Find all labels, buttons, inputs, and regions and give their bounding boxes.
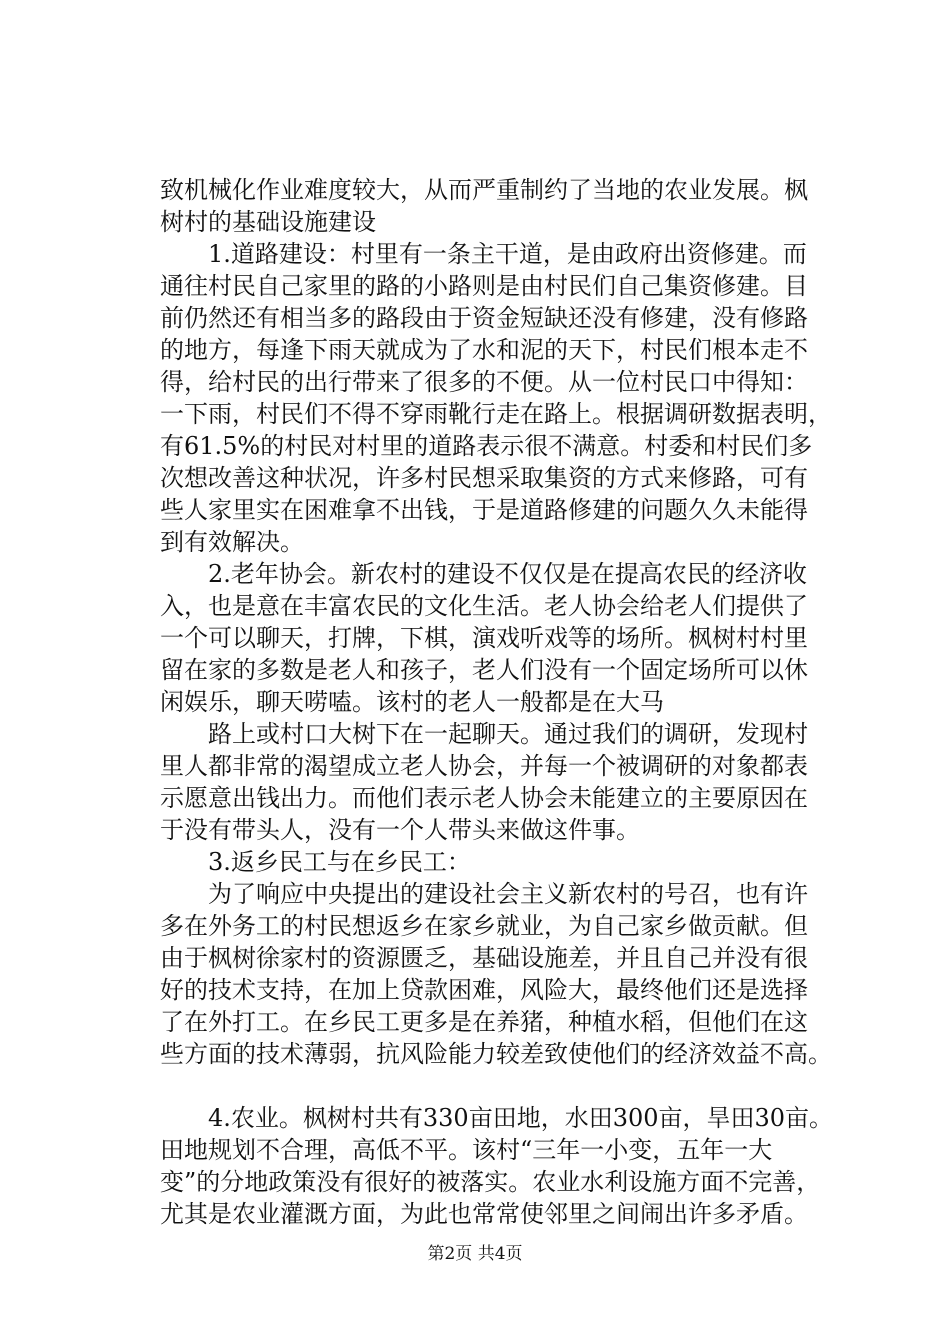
text-line: 些人家里实在困难拿不出钱，于是道路修建的问题久久未能得 [160, 496, 808, 524]
text-line: 到有效解决。 [160, 528, 304, 556]
text-line: 尤其是农业灌溉方面，为此也常常使邻里之间闹出许多矛盾。 [160, 1200, 808, 1228]
text-line: 为了响应中央提出的建设社会主义新农村的号召，也有许 [160, 880, 808, 908]
text-line: 闲娱乐，聊天唠嗑。该村的老人一般都是在大马 [160, 688, 664, 716]
text-line: 3.返乡民工与在乡民工： [160, 848, 471, 876]
text-line: 留在家的多数是老人和孩子，老人们没有一个固定场所可以休 [160, 656, 808, 684]
text-line: 示愿意出钱出力。而他们表示老人协会未能建立的主要原因在 [160, 784, 808, 812]
text-line: 的地方，每逢下雨天就成为了水和泥的天下，村民们根本走不 [160, 336, 808, 364]
text-line: 有61.5%的村民对村里的道路表示很不满意。村委和村民们多 [160, 432, 813, 460]
paragraph-gap [160, 1070, 850, 1102]
text-line: 入，也是意在丰富农民的文化生活。老人协会给老人们提供了 [160, 592, 808, 620]
text-line: 田地规划不合理，高低不平。该村“三年一小变，五年一大 [160, 1136, 773, 1164]
text-line: 次想改善这种状况，许多村民想采取集资的方式来修路，可有 [160, 464, 808, 492]
text-line: 多在外务工的村民想返乡在家乡就业，为自己家乡做贡献。但 [160, 912, 808, 940]
text-line: 一个可以聊天，打牌，下棋，演戏听戏等的场所。枫树村村里 [160, 624, 808, 652]
text-line: 通往村民自己家里的路的小路则是由村民们自己集资修建。目 [160, 272, 808, 300]
text-line: 变”的分地政策没有很好的被落实。农业水利设施方面不完善， [160, 1168, 821, 1196]
text-line: 2.老年协会。新农村的建设不仅仅是在提高农民的经济收 [160, 560, 807, 588]
text-line: 4.农业。枫树村共有330亩田地，水田300亩，旱田30亩。 [160, 1104, 834, 1132]
text-line: 由于枫树徐家村的资源匮乏，基础设施差，并且自己并没有很 [160, 944, 808, 972]
text-line: 里人都非常的渴望成立老人协会，并每一个被调研的对象都表 [160, 752, 808, 780]
text-line: 得，给村民的出行带来了很多的不便。从一位村民口中得知： [160, 368, 808, 396]
text-line: 路上或村口大树下在一起聊天。通过我们的调研，发现村 [160, 720, 808, 748]
text-line: 些方面的技术薄弱，抗风险能力较差致使他们的经济效益不高。 [160, 1040, 832, 1068]
text-line: 1.道路建设：村里有一条主干道，是由政府出资修建。而 [160, 240, 807, 268]
text-line: 致机械化作业难度较大，从而严重制约了当地的农业发展。枫 [160, 176, 808, 204]
page-number-footer: 第2页 共4页 [427, 1244, 523, 1264]
body-text [160, 174, 850, 1230]
text-line: 树村的基础设施建设 [160, 208, 376, 236]
text-line: 好的技术支持，在加上贷款困难，风险大，最终他们还是选择 [160, 976, 808, 1004]
text-line: 于没有带头人，没有一个人带头来做这件事。 [160, 816, 640, 844]
text-line: 了在外打工。在乡民工更多是在养猪，种植水稻，但他们在这 [160, 1008, 808, 1036]
text-line: 前仍然还有相当多的路段由于资金短缺还没有修建，没有修路 [160, 304, 808, 332]
text-line: 一下雨，村民们不得不穿雨靴行走在路上。根据调研数据表明， [160, 400, 832, 428]
